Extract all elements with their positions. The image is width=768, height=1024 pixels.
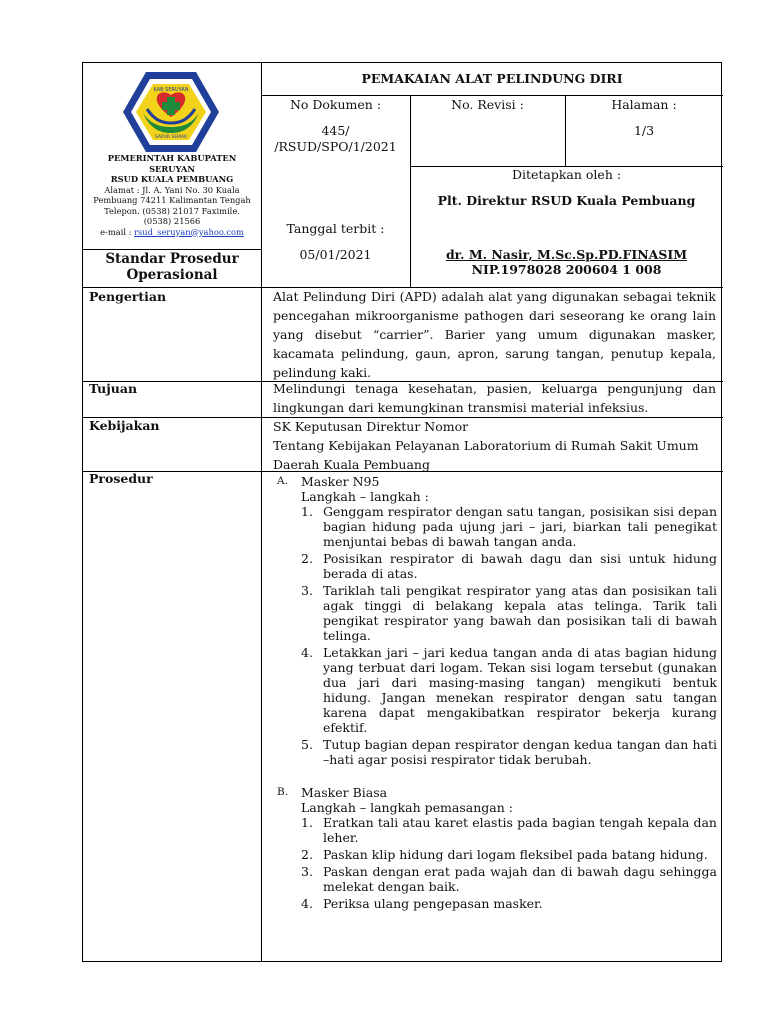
- prosedur-content: [277, 474, 717, 913]
- sop-document: [82, 62, 722, 962]
- list-item: 3. Paskan dengan erat pada wajah dan di bawah dagu sehingga melekat dengan baik.: [301, 864, 717, 894]
- list-item: 2. Paskan klip hidung dari logam fleksibel pada batang hidung.: [301, 847, 708, 862]
- list-item: 5. Tutup bagian depan respirator dengan kedua tangan dan hati –hati agar posisi respirator tidak berubah.: [301, 737, 717, 767]
- step-text: Genggam respirator dengan satu tangan, posisikan sisi depan bagian hidung pada ujung jari – jari, biarkan tali penegikat menjuntai bebas di bawah tangan anda.: [323, 504, 717, 549]
- list-item: 1. Eratkan tali atau karet elastis pada bagian tengah kepala dan leher.: [301, 815, 717, 845]
- address-line: Alamat : Jl. A. Yani No. 30 Kuala: [104, 184, 240, 195]
- no-dokumen-line: 445/: [321, 123, 350, 138]
- org-line: RSUD KUALA PEMBUANG: [110, 174, 234, 184]
- doc-type-line: Standar Prosedur: [105, 251, 239, 267]
- step-text: Tutup bagian depan respirator dengan kedua tangan dan hati –hati agar posisi respirator tidak berubah.: [323, 737, 717, 767]
- kebijakan-line: SK Keputusan Direktur Nomor: [273, 419, 469, 434]
- address-line: Pembuang 74211 Kalimantan Tengah: [93, 195, 251, 205]
- address-line: Telepon. (0538) 21017 Faximile.: [104, 205, 240, 216]
- ditetapkan-label: Ditetapkan oleh :: [511, 167, 622, 182]
- divider: [83, 249, 261, 250]
- step-text: Paskan dengan erat pada wajah dan di bawah dagu sehingga melekat dengan baik.: [323, 864, 717, 894]
- doc-type-line: Operasional: [126, 267, 218, 283]
- organization-block: [85, 153, 259, 237]
- no-dokumen-value: [261, 123, 410, 155]
- tujuan-label: Tujuan: [89, 381, 138, 396]
- logo-emblem-icon: [121, 69, 221, 155]
- org-line: SERUYAN: [149, 163, 195, 174]
- step-text: Eratkan tali atau karet elastis pada bagian tengah kepala dan leher.: [323, 815, 717, 845]
- hospital-logo: [121, 69, 221, 155]
- section-b-heading: [277, 785, 717, 800]
- list-item: 4. Letakkan jari – jari kedua tangan anda di atas bagian hidung yang terbuat dari logam. Tekan sisi logam tersebut (gunakan dua jari dari masing-masing tangan) mengikuti bentuk hidung. Jangan menekan respirator dengan satu tangan karena dapat mengakibatkan respirator bekerja kurang efektif.: [301, 645, 717, 735]
- signer-name: dr. M. Nasir, M.Sc.Sp.PD.FINASIM: [445, 247, 688, 262]
- divider: [261, 63, 262, 962]
- no-revisi-label: No. Revisi :: [451, 97, 524, 112]
- pengertian-text: Alat Pelindung Diri (APD) adalah alat yang digunakan sebagai teknik pencegahan mikroorganisme pathogen dari seseorang ke orang lain yang disebut “carrier”. Barier yang umum digunakan masker, kacamata pelindung, gaun, apron, sarung tangan, penutup kepala, pelindung kaki.: [273, 289, 716, 380]
- list-item: 1. Genggam respirator dengan satu tangan, posisikan sisi depan bagian hidung pada ujung jari – jari, biarkan tali penegikat menjuntai bebas di bawah tangan anda.: [301, 504, 717, 549]
- step-text: Periksa ulang pengepasan masker.: [323, 896, 543, 911]
- list-item: 2. Posisikan respirator di bawah dagu dan sisi untuk hidung berada di atas.: [301, 551, 717, 581]
- pengertian-label: Pengertian: [89, 289, 167, 304]
- section-letter: B.: [277, 786, 289, 798]
- halaman-value: 1/3: [633, 123, 655, 138]
- kebijakan-label: Kebijakan: [89, 418, 160, 433]
- no-dokumen-label: No Dokumen :: [289, 97, 382, 112]
- email-line: [85, 227, 259, 238]
- section-title: Masker Biasa: [301, 785, 388, 800]
- org-line: PEMERINTAH KABUPATEN: [107, 153, 237, 163]
- doc-type: [83, 251, 261, 283]
- section-b-steps: [277, 815, 717, 911]
- email-link[interactable]: rsud_seruyan@yahoo.com: [134, 226, 244, 237]
- section-a-sub: Langkah – langkah :: [301, 489, 429, 504]
- tanggal-value: 05/01/2021: [299, 247, 372, 262]
- kebijakan-line: Tentang Kebijakan Pelayanan Laboratorium di Rumah Sakit Umum Daerah Kuala Pembuang: [273, 438, 699, 472]
- kebijakan-text: [273, 417, 716, 474]
- list-item: 3. Tariklah tali pengikat respirator yang atas dan posisikan tali agak tinggi di belakang kepala atas telinga. Tarik tali pengikat respirator yang bawah dan posisikan tali di bawah telinga.: [301, 583, 717, 643]
- step-text: Posisikan respirator di bawah dagu dan sisi untuk hidung berada di atas.: [323, 551, 717, 581]
- address-line: (0538) 21566: [143, 216, 201, 226]
- tanggal-label: Tanggal terbit :: [286, 221, 385, 236]
- tujuan-text: Melindungi tenaga kesehatan, pasien, keluarga pengunjung dan lingkungan dari kemungkinan transmisi material infeksius.: [273, 381, 716, 415]
- document-title: PEMAKAIAN ALAT PELINDUNG DIRI: [361, 71, 623, 86]
- list-item: 4. Periksa ulang pengepasan masker.: [301, 896, 543, 911]
- ditetapkan-role: Plt. Direktur RSUD Kuala Pembuang: [437, 193, 696, 208]
- no-dokumen-line: /RSUD/SPO/1/2021: [274, 139, 397, 154]
- section-a-heading: [277, 474, 717, 489]
- section-b-sub: Langkah – langkah pemasangan :: [301, 800, 513, 815]
- step-text: Letakkan jari – jari kedua tangan anda di atas bagian hidung yang terbuat dari logam. Tekan sisi logam tersebut (gunakan dua jari dari masing-masing tangan) mengikuti bentuk hidung. Jangan menekan respirator dengan satu tangan karena dapat mengakibatkan respirator bekerja kurang efektif.: [323, 645, 717, 735]
- halaman-label: Halaman :: [611, 97, 677, 112]
- section-letter: A.: [277, 475, 288, 487]
- prosedur-label: Prosedur: [89, 471, 153, 486]
- email-label: e-mail :: [100, 226, 135, 237]
- step-text: Paskan klip hidung dari logam fleksibel pada batang hidung.: [323, 847, 708, 862]
- section-title: Masker N95: [301, 474, 380, 489]
- step-text: Tariklah tali pengikat respirator yang atas dan posisikan tali agak tinggi di belakang kepala atas telinga. Tarik tali pengikat respirator yang bawah dan posisikan tali di bawah telinga.: [323, 583, 717, 643]
- logo-text-top: KAB SERUYAN: [153, 87, 189, 93]
- signer-nip: NIP.1978028 200604 1 008: [471, 262, 662, 277]
- logo-text-bottom: SAPUR SEMAK: [154, 135, 188, 140]
- divider: [261, 95, 723, 96]
- section-a-steps: [277, 504, 717, 767]
